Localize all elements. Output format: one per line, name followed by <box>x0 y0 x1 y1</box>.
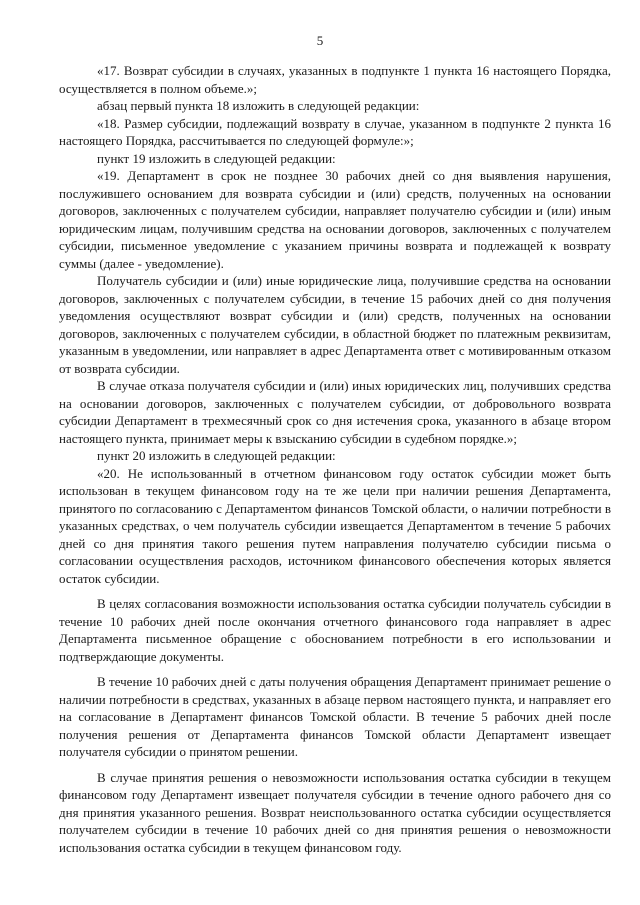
page-number: 5 <box>316 33 324 48</box>
paragraph-item-19: «19. Департамент в срок не позднее 30 рабочих дней со дня выявления нарушения, послужившего основанием для возврата субсидии и (или) средств, полученных на основании договоров, заключенных с получателем субсидии, направляет получателю субсидии и (или) иным юридическим лицам, получившим средства на основании договоров, заключенных с получателем субсидии, письменное уведомление с указанием причины возврата и подлежащей к возврату суммы (далее - уведомление). <box>59 168 611 271</box>
document-body <box>59 62 611 856</box>
paragraph-amendment-instruction: пункт 20 изложить в следующей редакции: <box>97 448 336 463</box>
paragraph-item-20: «20. Не использованный в отчетном финансовом году остаток субсидии может быть использован в текущем финансовом году на те же цели при наличии решения Департамента, принятого по согласованию с Департаментом финансов Томской области, о наличии потребности в указанных средствах, о чем получатель субсидии извещается Департаментом в течение 5 рабочих дней со дня принятия такого решения путем направления получателю субсидии письма о согласовании осуществления расходов, источником финансового обеспечения которых является остаток субсидии. <box>59 465 611 586</box>
paragraph-item-19-recipient-return: Получатель субсидии и (или) иные юридические лица, получившие средства на основании договоров, заключенных с получателем субсидии, в течение 15 рабочих дней со дня получения уведомления осуществляют возврат субсидии и (или) средств, полученных на основании договоров, заключенных с получателем субсидии, в областной бюджет по платежным реквизитам, указанным в уведомлении, или направляет в адрес Департамента ответ с мотивированным отказом от возврата субсидии. <box>59 273 611 376</box>
paragraph-amendment-instruction: абзац первый пункта 18 изложить в следующей редакции: <box>97 98 420 113</box>
paragraph-item-18: «18. Размер субсидии, подлежащий возврату в случае, указанном в подпункте 2 пункта 16 настоящего Порядка, рассчитывается по следующей формуле:»; <box>59 115 611 148</box>
paragraph-item-19-refusal: В случае отказа получателя субсидии и (или) иных юридических лиц, получивших средства на основании договоров, заключенных с получателем субсидии, от добровольного возврата субсидии Департамент в трехмесячный срок со дня истечения срока, указанного в абзаце втором настоящего пункта, принимает меры к взысканию субсидии в судебном порядке.»; <box>59 378 611 446</box>
paragraph-item-17: «17. Возврат субсидии в случаях, указанных в подпункте 1 пункта 16 настоящего Порядка, осуществляется в полном объеме.»; <box>59 63 611 96</box>
paragraph-item-20-decision: В течение 10 рабочих дней с даты получения обращения Департамент принимает решение о наличии потребности в средствах, указанных в абзаце первом настоящего пункта, и направляет его на согласование в Департамент финансов Томской области. В течение 5 рабочих дней после получения решения от Департамента финансов Томской области Департамент извещает получателя субсидии о принятом решении. <box>59 674 611 759</box>
paragraph-item-20-impossibility: В случае принятия решения о невозможности использования остатка субсидии в текущем финансовом году Департамент извещает получателя субсидии в течение одного рабочего дня со дня принятия указанного решения. Возврат неиспользованного остатка субсидии осуществляется получателем субсидии в течение 10 рабочих дней со дня принятия решения о невозможности использования остатка субсидии в текущем финансовом году. <box>59 769 611 855</box>
paragraph-item-20-request: В целях согласования возможности использования остатка субсидии получатель субсидии в течение 10 рабочих дней после окончания отчетного финансового года направляет в адрес Департамента письменное обращение с обоснованием потребности в его использовании и подтверждающие документы. <box>59 596 611 664</box>
paragraph-amendment-instruction: пункт 19 изложить в следующей редакции: <box>97 150 336 166</box>
